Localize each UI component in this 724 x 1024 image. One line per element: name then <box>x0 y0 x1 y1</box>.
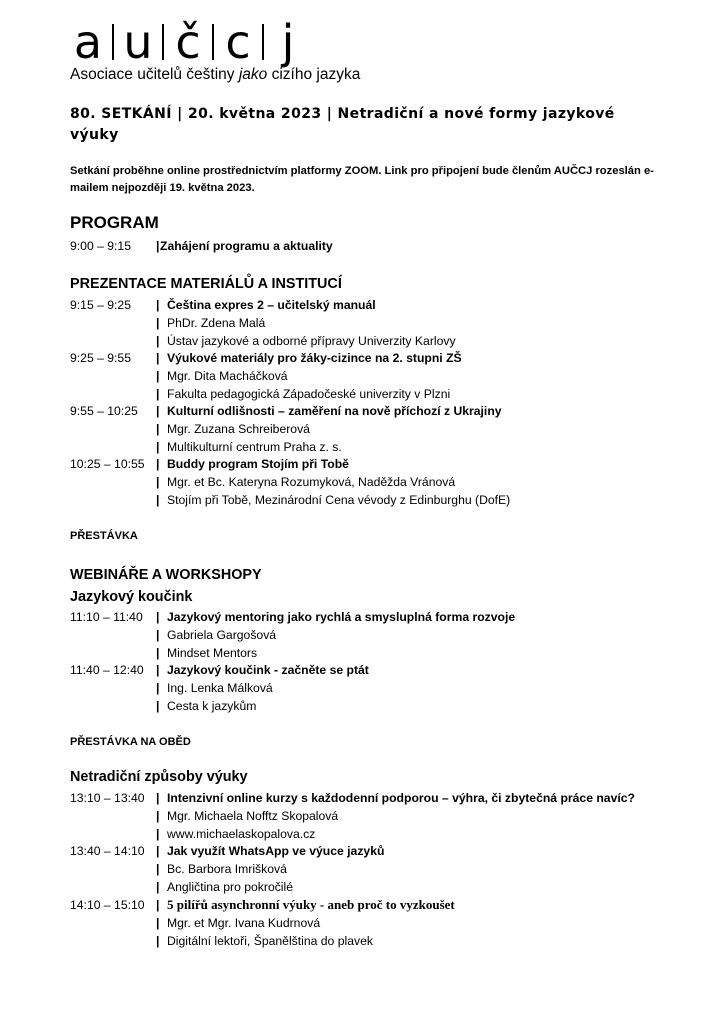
session-title: Jazykový mentoring jako rychlá a smysluplná forma rozvoje <box>167 610 516 624</box>
organization: Multikulturní centrum Praha z. s. <box>167 440 342 454</box>
logo-letter: č <box>175 15 201 69</box>
session-title: Výukové materiály pro žáky-cizince na 2. stupni ZŠ <box>167 351 462 365</box>
session-title: Buddy program Stojím při Tobě <box>167 457 349 471</box>
program-row <box>70 349 710 367</box>
break-label: PŘESTÁVKA NA OBĚD <box>70 736 191 748</box>
program-row <box>70 385 710 403</box>
speaker-name: Gabriela Gargošová <box>167 628 277 642</box>
separator-bar: | <box>156 898 160 912</box>
program-row <box>70 420 710 438</box>
program-row <box>70 825 710 843</box>
program-row <box>70 402 710 420</box>
logo-letter: c <box>225 15 251 69</box>
session-title: 5 pilířů asynchronní výuky - aneb proč to vyzkoušet <box>167 897 455 912</box>
time-slot: 9:55 – 10:25 <box>70 404 138 418</box>
logo-separator <box>112 24 114 60</box>
separator-bar: | <box>156 387 160 401</box>
time-slot: 11:40 – 12:40 <box>70 663 144 677</box>
logo-letter: u <box>123 15 153 69</box>
session-title: Kulturní odlišnosti – zaměření na nově příchozí z Ukrajiny <box>167 404 502 418</box>
subsection-heading: Netradiční způsoby výuky <box>70 769 248 785</box>
speaker-name: Ing. Lenka Málková <box>167 681 273 695</box>
separator-bar: | <box>156 316 160 330</box>
time-slot: 13:40 – 14:10 <box>70 844 145 858</box>
program-row <box>70 608 710 626</box>
section-heading: WEBINÁŘE A WORKSHOPY <box>70 567 262 583</box>
program-row <box>70 473 710 491</box>
program-row <box>70 914 710 932</box>
program-row <box>70 878 710 896</box>
separator-bar: | <box>156 862 160 876</box>
event-title: 80. SETKÁNÍ | 20. května 2023 | Netradiční a nové formy jazykové výuky <box>70 106 615 143</box>
association-name-em: jako <box>238 66 268 83</box>
separator-bar: | <box>156 880 160 894</box>
program-row <box>70 644 710 662</box>
program-row <box>70 626 710 644</box>
organization: Mindset Mentors <box>167 646 258 660</box>
time-slot: 13:10 – 13:40 <box>70 791 145 805</box>
section-heading: PREZENTACE MATERIÁLŮ A INSTITUCÍ <box>70 276 342 292</box>
time-slot: 10:25 – 10:55 <box>70 457 145 471</box>
separator-bar: | <box>156 699 160 713</box>
session-title: Intenzivní online kurzy s každodenní podporou – výhra, či zbytečná práce navíc? <box>167 791 635 805</box>
association-name-pre: Asociace učitelů češtiny <box>70 66 239 83</box>
program-row <box>70 842 710 860</box>
program-row <box>70 789 710 807</box>
session-title: Zahájení programu a aktuality <box>160 239 333 253</box>
time-slot: 9:25 – 9:55 <box>70 351 131 365</box>
organization: Cesta k jazykům <box>167 699 257 713</box>
speaker-name: Mgr. Zuzana Schreiberová <box>167 422 310 436</box>
organization: Angličtina pro pokročilé <box>167 880 294 894</box>
separator-bar: | <box>156 404 160 418</box>
separator-bar: | <box>156 475 160 489</box>
separator-bar: | <box>156 681 160 695</box>
subsection-heading: Jazykový koučink <box>70 589 193 605</box>
time-slot: 14:10 – 15:10 <box>70 898 145 912</box>
separator-bar: | <box>156 663 160 677</box>
break-label: PŘESTÁVKA <box>70 530 138 542</box>
logo-separator <box>212 24 214 60</box>
program-row <box>70 697 710 715</box>
program-row <box>70 661 710 679</box>
separator-bar: | <box>156 298 160 312</box>
logo-letter: j <box>281 15 295 69</box>
program-heading: PROGRAM <box>70 213 159 232</box>
separator-bar: | <box>156 934 160 948</box>
program-row <box>70 896 710 914</box>
time-slot: 9:00 – 9:15 <box>70 239 131 253</box>
session-title: Jazykový koučink - začněte se ptát <box>167 663 369 677</box>
program-row <box>70 237 710 255</box>
program-row <box>70 807 710 825</box>
organization: Digitální lektoři, Španělština do plavek <box>167 934 373 948</box>
program-row <box>70 455 710 473</box>
separator-bar: | <box>156 610 160 624</box>
organization: www.michaelaskopalova.cz <box>167 827 316 841</box>
speaker-name: PhDr. Zdena Malá <box>167 316 266 330</box>
separator-bar: | <box>156 422 160 436</box>
organization: Fakulta pedagogická Západočeské univerzity v Plzni <box>167 387 451 401</box>
separator-bar: | <box>156 457 160 471</box>
separator-bar: | <box>156 369 160 383</box>
separator-bar: | <box>156 809 160 823</box>
separator-bar: | <box>156 493 160 507</box>
program-row <box>70 438 710 456</box>
session-title: Čeština expres 2 – učitelský manuál <box>167 298 376 312</box>
session-title: Jak využít WhatsApp ve výuce jazyků <box>167 844 385 858</box>
logo-separator <box>162 24 164 60</box>
program-row <box>70 296 710 314</box>
separator-bar: | <box>156 440 160 454</box>
program-row <box>70 314 710 332</box>
program-row <box>70 679 710 697</box>
intro-text: Setkání proběhne online prostřednictvím platformy ZOOM. Link pro připojení bude členům AUČCJ rozeslán e-mailem nejpozději 19. května 2023. <box>70 165 654 194</box>
separator-bar: | <box>156 827 160 841</box>
program-row <box>70 367 710 385</box>
speaker-name: Mgr. Michaela Nofftz Skopalová <box>167 809 339 823</box>
separator-bar: | <box>156 239 160 253</box>
separator-bar: | <box>156 916 160 930</box>
organization: Stojím při Tobě, Mezinárodní Cena vévody z Edinburghu (DofE) <box>167 493 511 507</box>
separator-bar: | <box>156 646 160 660</box>
logo-separator <box>262 24 264 60</box>
speaker-name: Bc. Barbora Imrišková <box>167 862 287 876</box>
separator-bar: | <box>156 334 160 348</box>
separator-bar: | <box>156 351 160 365</box>
speaker-name: Mgr. Dita Macháčková <box>167 369 288 383</box>
logo-letter: a <box>73 15 103 69</box>
speaker-name: Mgr. et Bc. Kateryna Rozumyková, Naděžda Vránová <box>167 475 456 489</box>
aucj-logo <box>70 15 306 69</box>
time-slot: 11:10 – 11:40 <box>70 610 143 624</box>
program-row <box>70 332 710 350</box>
program-row <box>70 860 710 878</box>
program-row <box>70 932 710 950</box>
organization: Ústav jazykové a odborné přípravy Univerzity Karlovy <box>167 334 456 348</box>
speaker-name: Mgr. et Mgr. Ivana Kudrnová <box>167 916 321 930</box>
separator-bar: | <box>156 628 160 642</box>
separator-bar: | <box>156 844 160 858</box>
program-row <box>70 491 710 509</box>
time-slot: 9:15 – 9:25 <box>70 298 131 312</box>
association-name-post: cizího jazyka <box>267 66 361 83</box>
association-name <box>70 66 360 84</box>
separator-bar: | <box>156 791 160 805</box>
